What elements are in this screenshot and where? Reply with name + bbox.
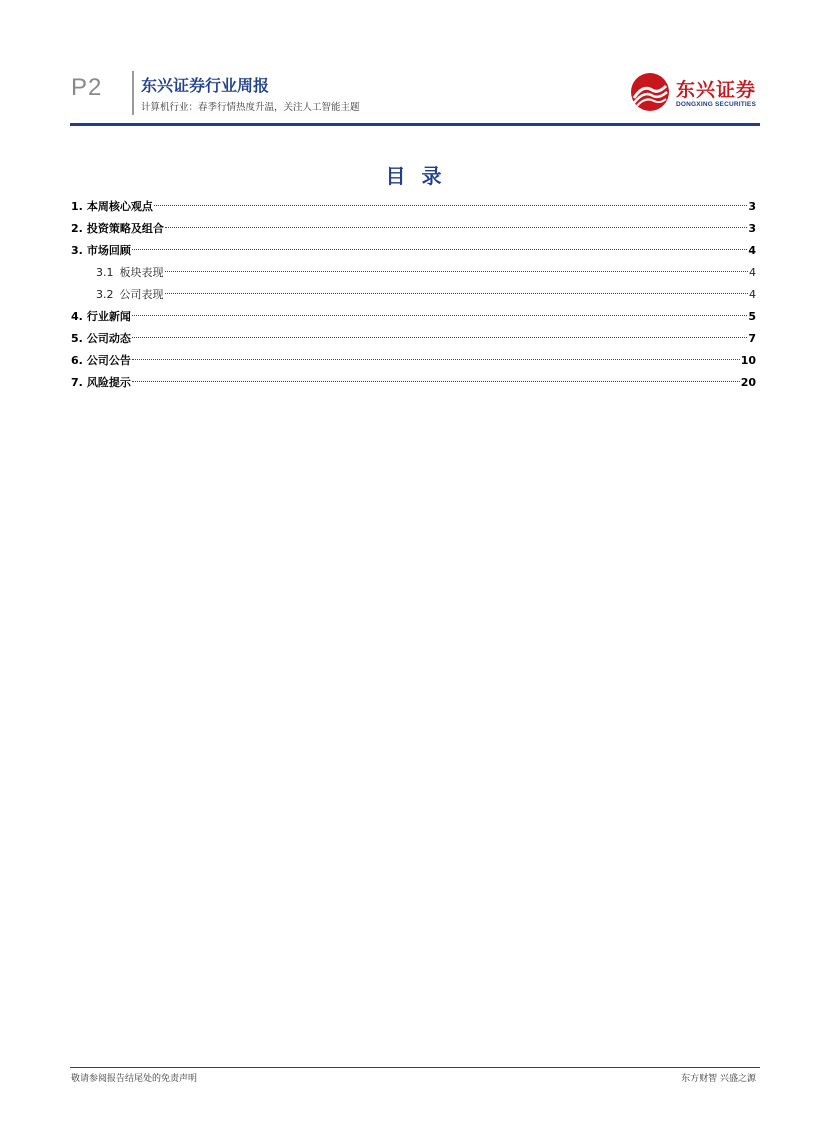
toc-item-label: 公司表现 [119,288,164,301]
toc-subitem[interactable] [71,262,756,284]
toc-item[interactable] [71,306,756,328]
footer-disclaimer: 敬请参阅报告结尾处的免责声明 [71,1074,198,1084]
toc-item[interactable] [71,328,756,350]
toc-leader [165,227,748,228]
toc-item-page: 10 [740,354,756,367]
header-divider [132,71,134,115]
toc-item-number: 5. [71,332,83,345]
logo-cn-text: 东兴证券 [676,79,757,101]
toc-item-page: 7 [748,332,756,345]
toc-item-page: 3 [748,200,756,213]
toc-item-label: 公司动态 [86,332,131,345]
toc-item-number: 6. [71,354,83,367]
toc-leader [132,249,748,250]
toc-item-page: 3 [748,222,756,235]
toc-item-label: 市场回顾 [86,244,131,257]
toc-leader [132,381,740,382]
toc-subitem[interactable] [71,284,756,306]
table-of-contents [71,196,756,394]
toc-item-number: 3. [71,244,83,257]
toc-leader [132,315,748,316]
toc-item[interactable] [71,196,756,218]
toc-item[interactable] [71,240,756,262]
toc-item-number: 3.2 [96,288,114,301]
toc-leader [154,205,748,206]
toc-item-number: 1. [71,200,83,213]
toc-item-page: 4 [749,288,756,301]
header-rule [70,123,760,126]
toc-item-number: 3.1 [96,266,114,279]
report-subtitle: 计算机行业：春季行情热度升温，关注人工智能主题 [141,102,360,113]
footer-rule [70,1067,760,1068]
footer-slogan: 东方财智 兴盛之源 [681,1074,756,1084]
toc-leader [165,293,749,294]
toc-leader [132,337,748,338]
logo-en-text: DONGXING SECURITIES [676,101,757,108]
page-number: P2 [71,74,103,101]
report-title: 东兴证券行业周报 [141,76,270,95]
toc-leader [132,359,740,360]
toc-item[interactable] [71,350,756,372]
toc-item-label: 本周核心观点 [86,200,153,213]
toc-item-page: 4 [749,266,756,279]
toc-item-number: 2. [71,222,83,235]
toc-item-page: 5 [748,310,756,323]
toc-item-label: 风险提示 [86,376,131,389]
toc-item-page: 20 [740,376,756,389]
toc-item-label: 公司公告 [86,354,131,367]
toc-item-number: 4. [71,310,83,323]
toc-leader [165,271,749,272]
company-logo [630,72,760,116]
toc-item-label: 投资策略及组合 [86,222,164,235]
toc-item[interactable] [71,218,756,240]
dongxing-logo-icon [630,72,670,112]
toc-item-label: 行业新闻 [86,310,131,323]
toc-item[interactable] [71,372,756,394]
toc-title: 目录 [385,164,458,188]
toc-item-number: 7. [71,376,83,389]
toc-item-label: 板块表现 [119,266,164,279]
toc-item-page: 4 [748,244,756,257]
